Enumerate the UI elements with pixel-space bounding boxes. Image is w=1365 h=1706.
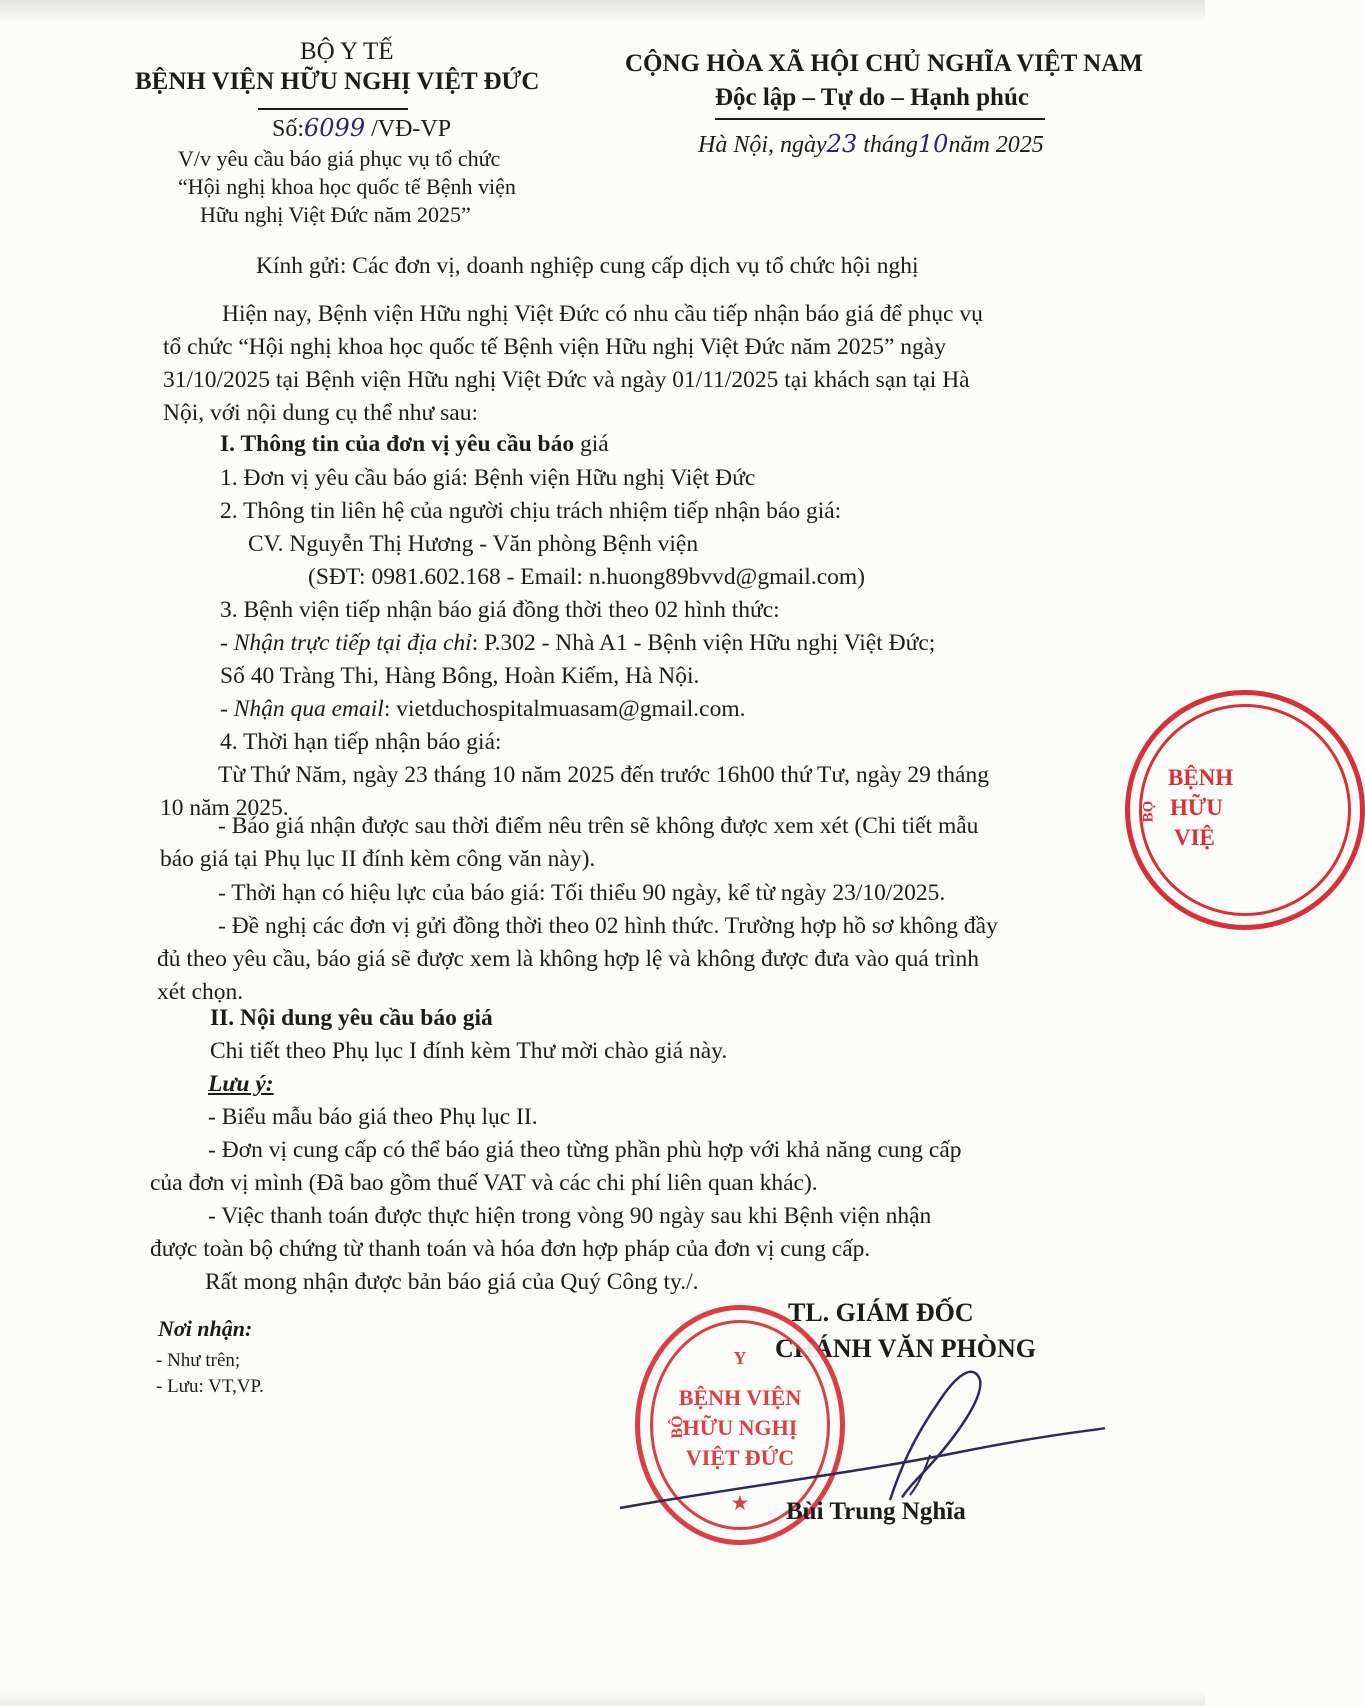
- email-submission: [220, 693, 746, 727]
- section-1-heading: [220, 428, 609, 462]
- item-2: 2. Thông tin liên hệ của người chịu trách nhiệm tiếp nhận báo giá:: [220, 498, 842, 524]
- seal-line-3: VIỆT ĐỨC: [685, 1445, 795, 1470]
- seal-edge-top: Y: [733, 1348, 747, 1368]
- recipient-1: - Như trên;: [156, 1350, 241, 1371]
- edge-stamp: [1125, 690, 1365, 930]
- section-1-bold: I. Thông tin của đơn vị yêu cầu báo: [220, 431, 575, 457]
- intro-line-3: 31/10/2025 tại Bệnh viện Hữu nghị Việt Đức và ngày 01/11/2025 tại khách sạn tại Hà: [163, 367, 970, 393]
- note-item-3-line-2: được toàn bộ chứng từ thanh toán và hóa đơn hợp pháp của đơn vị cung cấp.: [150, 1236, 871, 1262]
- direct-value: : P.302 - Nhà A1 - Bệnh viện Hữu nghị Việt Đức;: [471, 630, 936, 656]
- recipients-title: Nơi nhận:: [158, 1316, 253, 1341]
- date-month: 10: [917, 130, 949, 158]
- date-day: 23: [826, 130, 858, 158]
- contact-line-2: (SĐT: 0981.602.168 - Email: n.huong89bvvd@gmail.com): [308, 564, 866, 590]
- doc-no-suffix: /VĐ-VP: [371, 116, 452, 142]
- subject-line-3: Hữu nghị Việt Đức năm 2025”: [200, 202, 471, 227]
- signer-name: Bùi Trung Nghĩa: [786, 1498, 966, 1525]
- hospital-underline: [258, 108, 408, 110]
- scan-edge-top: [0, 0, 1205, 22]
- contact-line-1: CV. Nguyễn Thị Hương - Văn phòng Bệnh viện: [248, 531, 699, 557]
- seal-line-1: BỆNH VIỆN: [678, 1385, 802, 1410]
- recipient-2: - Lưu: VT,VP.: [156, 1376, 264, 1397]
- note-item-2-line-2: của đơn vị mình (Đã bao gồm thuế VAT và các chi phí liên quan khác).: [150, 1170, 818, 1196]
- direct-submission: [220, 627, 935, 661]
- greeting: Kính gửi: Các đơn vị, doanh nghiệp cung cấp dịch vụ tổ chức hội nghị: [256, 253, 919, 279]
- item-3: 3. Bệnh viện tiếp nhận báo giá đồng thời theo 02 hình thức:: [220, 597, 780, 623]
- intro-line-1: Hiện nay, Bệnh viện Hữu nghị Việt Đức có nhu cầu tiếp nhận báo giá để phục vụ: [222, 301, 983, 327]
- document-number: [272, 114, 451, 143]
- subject-line-2: “Hội nghị khoa học quốc tế Bệnh viện: [178, 174, 516, 199]
- ministry-name: BỘ Y TẾ: [300, 38, 394, 65]
- direct-label: - Nhận trực tiếp tại địa chỉ: [220, 630, 472, 656]
- note-c-line-3: xét chọn.: [157, 979, 244, 1005]
- doc-no-handwritten: 6099: [304, 114, 366, 142]
- note-item-2-line-1: - Đơn vị cung cấp có thể báo giá theo từng phần phù hợp với khả năng cung cấp: [208, 1137, 962, 1163]
- deadline-line-1: Từ Thứ Năm, ngày 23 tháng 10 năm 2025 đến trước 16h00 thứ Tư, ngày 29 tháng: [218, 762, 989, 788]
- hospital-name: BỆNH VIỆN HỮU NGHỊ VIỆT ĐỨC: [135, 68, 540, 95]
- item-4: 4. Thời hạn tiếp nhận báo giá:: [220, 729, 502, 755]
- date-year: năm 2025: [948, 132, 1044, 158]
- email-value: : vietduchospitalmuasam@gmail.com.: [383, 696, 746, 722]
- note-c-line-2: đủ theo yêu cầu, báo giá sẽ được xem là không hợp lệ và không được đưa vào quá trình: [157, 946, 980, 972]
- seal-star-icon: ★: [731, 1493, 749, 1513]
- doc-no-prefix: Số:: [272, 116, 305, 142]
- subject-line-1: V/v yêu cầu báo giá phục vụ tổ chức: [178, 146, 501, 171]
- edge-stamp-line-3: VIỆ: [1174, 825, 1215, 850]
- closing-line: Rất mong nhận được bản báo giá của Quý Công ty./.: [205, 1269, 699, 1295]
- edge-stamp-edge-text: BỘ: [1140, 800, 1157, 823]
- note-b: - Thời hạn có hiệu lực của báo giá: Tối thiểu 90 ngày, kể từ ngày 23/10/2025.: [218, 880, 946, 906]
- scan-edge-bottom: [0, 1690, 1205, 1706]
- section-2-heading: II. Nội dung yêu cầu báo giá: [210, 1005, 493, 1031]
- item-1: 1. Đơn vị yêu cầu báo giá: Bệnh viện Hữu nghị Việt Đức: [220, 465, 756, 491]
- section-1-rest: giá: [574, 431, 609, 457]
- email-label: - Nhận qua email: [220, 696, 384, 722]
- seal-line-2: HỮU NGHỊ: [682, 1415, 798, 1440]
- nation-name: CỘNG HÒA XÃ HỘI CHỦ NGHĨA VIỆT NAM: [625, 50, 1143, 77]
- note-item-3-line-1: - Việc thanh toán được thực hiện trong vòng 90 ngày sau khi Bệnh viện nhận: [208, 1203, 932, 1229]
- date-prefix: Hà Nội, ngày: [698, 132, 827, 158]
- note-item-1: - Biểu mẫu báo giá theo Phụ lục II.: [208, 1104, 538, 1130]
- seal-edge-left: BỘ: [669, 1415, 686, 1439]
- signature-title-2: CHÁNH VĂN PHÒNG: [775, 1334, 1036, 1363]
- note-a-line-2: báo giá tại Phụ lục II đính kèm công văn này).: [160, 846, 596, 872]
- direct-address: Số 40 Tràng Thi, Hàng Bông, Hoàn Kiếm, Hà Nội.: [220, 663, 700, 689]
- note-heading: Lưu ý:: [208, 1071, 274, 1097]
- edge-stamp-line-1: BỆNH: [1168, 765, 1234, 790]
- handwritten-signature: [600, 1360, 1120, 1520]
- deadline-line-2: 10 năm 2025.: [160, 795, 289, 821]
- note-c-line-1: - Đề nghị các đơn vị gửi đồng thời theo 02 hình thức. Trường hợp hồ sơ không đầy: [218, 913, 998, 939]
- intro-line-4: Nội, với nội dung cụ thể như sau:: [163, 400, 478, 426]
- section-2-text: Chi tiết theo Phụ lục I đính kèm Thư mời chào giá này.: [210, 1038, 728, 1064]
- signature-title-1: TL. GIÁM ĐỐC: [788, 1298, 974, 1327]
- motto-underline: [715, 118, 1045, 120]
- intro-line-2: tổ chức “Hội nghị khoa học quốc tế Bệnh viện Hữu nghị Việt Đức năm 2025” ngày: [163, 334, 946, 360]
- date-month-label: tháng: [863, 132, 918, 158]
- place-date: [698, 130, 1044, 159]
- note-a-line-1: - Báo giá nhận được sau thời điểm nêu trên sẽ không được xem xét (Chi tiết mẫu: [218, 813, 979, 839]
- edge-stamp-line-2: HỮU: [1170, 795, 1223, 820]
- national-motto: Độc lập – Tự do – Hạnh phúc: [715, 84, 1029, 111]
